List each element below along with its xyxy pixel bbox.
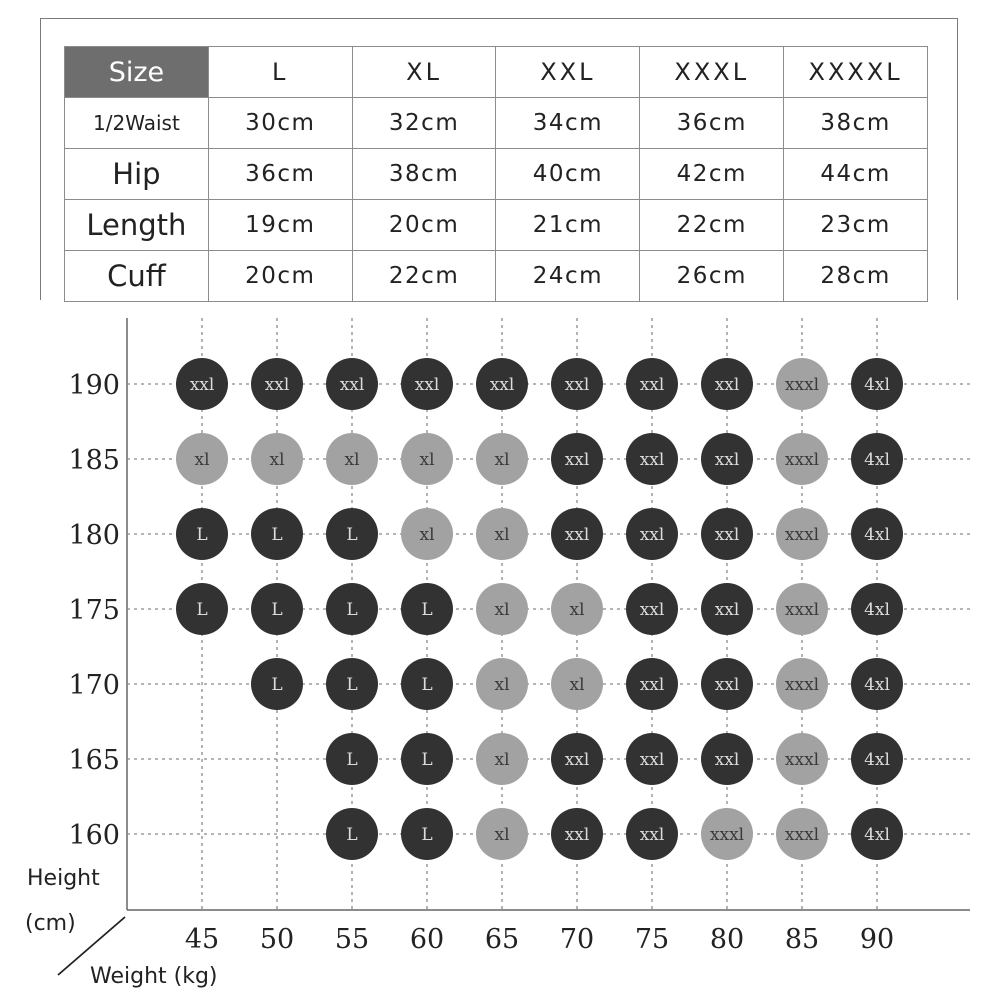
data-point bbox=[626, 808, 678, 860]
data-point-label: xxxl bbox=[784, 375, 820, 395]
data-point bbox=[401, 358, 453, 410]
data-point-label: L bbox=[421, 600, 433, 620]
data-point-label: xxxl bbox=[784, 600, 820, 620]
size-table bbox=[64, 46, 928, 302]
x-tick-label: 75 bbox=[634, 924, 670, 955]
data-point-label: xxxl bbox=[784, 675, 820, 695]
data-point-label: xl bbox=[194, 450, 210, 470]
y-tick-label: 180 bbox=[68, 520, 120, 551]
data-point-label: L bbox=[346, 675, 358, 695]
data-point bbox=[401, 733, 453, 785]
table-cell: 20cm bbox=[208, 251, 352, 302]
data-point bbox=[776, 583, 828, 635]
data-point bbox=[701, 358, 753, 410]
table-row bbox=[65, 149, 928, 200]
data-point-label: L bbox=[346, 825, 358, 845]
table-cell: 32cm bbox=[352, 98, 496, 149]
table-cell: 38cm bbox=[784, 98, 928, 149]
data-point-label: xl bbox=[569, 600, 585, 620]
data-point-label: xxxl bbox=[709, 825, 745, 845]
y-tick-label: 190 bbox=[68, 370, 120, 401]
data-point bbox=[701, 808, 753, 860]
size-chart bbox=[0, 300, 1000, 1000]
y-axis-title-line2: (cm) bbox=[25, 911, 76, 936]
size-col-xxxl: XXXL bbox=[640, 47, 784, 98]
data-point bbox=[776, 658, 828, 710]
data-point bbox=[176, 358, 228, 410]
data-point bbox=[776, 358, 828, 410]
table-cell: 30cm bbox=[208, 98, 352, 149]
x-tick-label: 70 bbox=[559, 924, 595, 955]
table-cell: 19cm bbox=[208, 200, 352, 251]
data-point bbox=[251, 583, 303, 635]
x-tick-label: 45 bbox=[184, 924, 220, 955]
data-point-label: L bbox=[421, 825, 433, 845]
data-point-label: 4xl bbox=[864, 825, 890, 845]
data-point-label: xxl bbox=[714, 525, 740, 545]
x-axis-title: Weight (kg) bbox=[90, 964, 218, 989]
y-axis-title-line1: Height bbox=[27, 866, 100, 891]
size-chart-svg bbox=[0, 300, 1000, 1000]
data-point bbox=[776, 733, 828, 785]
size-col-l: L bbox=[208, 47, 352, 98]
y-tick-label: 185 bbox=[68, 445, 120, 476]
table-cell: 22cm bbox=[352, 251, 496, 302]
data-point bbox=[476, 508, 528, 560]
data-point bbox=[701, 433, 753, 485]
data-point-label: L bbox=[421, 675, 433, 695]
data-point bbox=[251, 358, 303, 410]
data-point bbox=[551, 433, 603, 485]
x-tick-label: 55 bbox=[334, 924, 370, 955]
data-point-label: L bbox=[271, 525, 283, 545]
row-label-waist: 1/2Waist bbox=[65, 98, 209, 149]
table-row bbox=[65, 200, 928, 251]
data-point bbox=[476, 733, 528, 785]
data-point bbox=[701, 658, 753, 710]
data-point bbox=[326, 583, 378, 635]
table-cell: 36cm bbox=[640, 98, 784, 149]
x-tick-label: 80 bbox=[709, 924, 745, 955]
size-col-xl: XL bbox=[352, 47, 496, 98]
data-point bbox=[476, 658, 528, 710]
table-cell: 44cm bbox=[784, 149, 928, 200]
data-point bbox=[326, 808, 378, 860]
data-point bbox=[401, 658, 453, 710]
table-cell: 38cm bbox=[352, 149, 496, 200]
data-point bbox=[551, 658, 603, 710]
row-label-hip: Hip bbox=[65, 149, 209, 200]
data-point-label: L bbox=[271, 600, 283, 620]
table-cell: 26cm bbox=[640, 251, 784, 302]
x-tick-label: 50 bbox=[259, 924, 295, 955]
data-point-label: xxl bbox=[264, 375, 290, 395]
data-point-label: L bbox=[271, 675, 283, 695]
data-point-label: xxxl bbox=[784, 825, 820, 845]
data-point bbox=[326, 358, 378, 410]
data-point-label: xxl bbox=[714, 600, 740, 620]
data-point bbox=[626, 658, 678, 710]
data-point bbox=[401, 808, 453, 860]
data-point bbox=[401, 433, 453, 485]
data-point bbox=[551, 508, 603, 560]
data-point bbox=[476, 358, 528, 410]
data-point-label: L bbox=[421, 750, 433, 770]
data-point bbox=[251, 508, 303, 560]
data-point-label: xl bbox=[494, 525, 510, 545]
data-point-label: xxl bbox=[339, 375, 365, 395]
table-cell: 40cm bbox=[496, 149, 640, 200]
data-point-label: 4xl bbox=[864, 525, 890, 545]
table-cell: 28cm bbox=[784, 251, 928, 302]
table-cell: 24cm bbox=[496, 251, 640, 302]
data-point-label: xl bbox=[494, 600, 510, 620]
row-label-length: Length bbox=[65, 200, 209, 251]
data-points bbox=[176, 358, 903, 860]
data-point-label: xxl bbox=[564, 750, 590, 770]
data-point-label: xl bbox=[569, 675, 585, 695]
data-point-label: xl bbox=[494, 825, 510, 845]
size-col-xxxxl: XXXXL bbox=[784, 47, 928, 98]
table-cell: 22cm bbox=[640, 200, 784, 251]
data-point-label: xxl bbox=[564, 450, 590, 470]
y-tick-label: 170 bbox=[68, 670, 120, 701]
data-point-label: xxl bbox=[189, 375, 215, 395]
data-point-label: xxl bbox=[639, 675, 665, 695]
data-point-label: 4xl bbox=[864, 375, 890, 395]
data-point-label: 4xl bbox=[864, 750, 890, 770]
data-point-label: 4xl bbox=[864, 450, 890, 470]
data-point-label: xxl bbox=[714, 675, 740, 695]
y-tick-label: 160 bbox=[68, 820, 120, 851]
data-point bbox=[176, 583, 228, 635]
data-point bbox=[401, 508, 453, 560]
table-cell: 34cm bbox=[496, 98, 640, 149]
data-point-label: L bbox=[346, 600, 358, 620]
data-point-label: L bbox=[346, 525, 358, 545]
data-point-label: xxl bbox=[639, 600, 665, 620]
data-point bbox=[551, 733, 603, 785]
data-point-label: xxl bbox=[714, 375, 740, 395]
data-point-label: xxl bbox=[639, 450, 665, 470]
data-point bbox=[401, 583, 453, 635]
data-point-label: 4xl bbox=[864, 600, 890, 620]
data-point-label: xl bbox=[344, 450, 360, 470]
data-point-label: xl bbox=[494, 675, 510, 695]
data-point bbox=[251, 433, 303, 485]
data-point-label: xl bbox=[494, 750, 510, 770]
data-point-label: xxl bbox=[714, 750, 740, 770]
data-point-label: xxxl bbox=[784, 525, 820, 545]
data-point bbox=[851, 508, 903, 560]
data-point-label: xxl bbox=[639, 375, 665, 395]
data-point-label: xxl bbox=[414, 375, 440, 395]
data-point bbox=[851, 808, 903, 860]
data-point bbox=[776, 433, 828, 485]
data-point-label: L bbox=[346, 750, 358, 770]
data-point bbox=[251, 658, 303, 710]
data-point bbox=[776, 808, 828, 860]
data-point bbox=[851, 658, 903, 710]
data-point bbox=[476, 583, 528, 635]
data-point bbox=[326, 658, 378, 710]
data-point bbox=[626, 583, 678, 635]
data-point-label: 4xl bbox=[864, 675, 890, 695]
x-tick-label: 90 bbox=[859, 924, 895, 955]
table-row bbox=[65, 251, 928, 302]
data-point-label: xxl bbox=[564, 375, 590, 395]
data-point bbox=[701, 733, 753, 785]
data-point bbox=[851, 433, 903, 485]
data-point bbox=[626, 508, 678, 560]
data-point bbox=[176, 508, 228, 560]
data-point bbox=[551, 583, 603, 635]
data-point-label: xxxl bbox=[784, 450, 820, 470]
x-tick-label: 85 bbox=[784, 924, 820, 955]
data-point bbox=[701, 583, 753, 635]
data-point bbox=[626, 733, 678, 785]
data-point-label: L bbox=[196, 525, 208, 545]
data-point-label: xxl bbox=[639, 750, 665, 770]
table-cell: 23cm bbox=[784, 200, 928, 251]
x-tick-label: 60 bbox=[409, 924, 445, 955]
y-tick-label: 165 bbox=[68, 745, 120, 776]
data-point bbox=[326, 733, 378, 785]
data-point-label: xxl bbox=[564, 525, 590, 545]
data-point bbox=[476, 808, 528, 860]
size-col-xxl: XXL bbox=[496, 47, 640, 98]
table-cell: 36cm bbox=[208, 149, 352, 200]
data-point bbox=[701, 508, 753, 560]
data-point bbox=[851, 583, 903, 635]
data-point-label: xxl bbox=[489, 375, 515, 395]
data-point-label: xxl bbox=[714, 450, 740, 470]
data-point bbox=[776, 508, 828, 560]
data-point-label: xxl bbox=[639, 825, 665, 845]
x-tick-label: 65 bbox=[484, 924, 520, 955]
data-point bbox=[326, 508, 378, 560]
data-point bbox=[551, 808, 603, 860]
data-point-label: xl bbox=[494, 450, 510, 470]
size-header-row bbox=[65, 47, 928, 98]
size-header-label: Size bbox=[65, 47, 209, 98]
data-point-label: xl bbox=[269, 450, 285, 470]
table-row bbox=[65, 98, 928, 149]
data-point bbox=[851, 358, 903, 410]
y-tick-label: 175 bbox=[68, 595, 120, 626]
table-cell: 21cm bbox=[496, 200, 640, 251]
table-cell: 20cm bbox=[352, 200, 496, 251]
data-point bbox=[176, 433, 228, 485]
data-point bbox=[626, 358, 678, 410]
data-point-label: xxxl bbox=[784, 750, 820, 770]
data-point bbox=[476, 433, 528, 485]
table-cell: 42cm bbox=[640, 149, 784, 200]
row-label-cuff: Cuff bbox=[65, 251, 209, 302]
data-point bbox=[326, 433, 378, 485]
data-point-label: L bbox=[196, 600, 208, 620]
data-point bbox=[626, 433, 678, 485]
data-point-label: xl bbox=[419, 525, 435, 545]
data-point-label: xxl bbox=[639, 525, 665, 545]
data-point bbox=[851, 733, 903, 785]
data-point-label: xxl bbox=[564, 825, 590, 845]
data-point bbox=[551, 358, 603, 410]
data-point-label: xl bbox=[419, 450, 435, 470]
